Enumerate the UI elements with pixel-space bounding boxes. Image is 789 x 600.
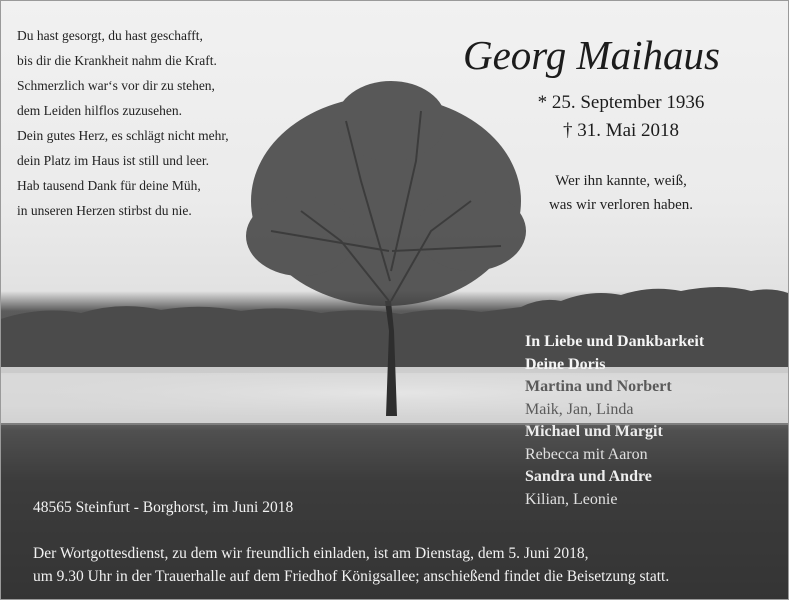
service-notice: [33, 542, 669, 588]
death-date: † 31. Mai 2018: [562, 120, 680, 141]
poem-line: Du hast gesorgt, du hast geschafft,: [17, 28, 203, 43]
mourner-children: Kilian, Leonie: [525, 490, 618, 508]
mourner-spouse: Deine Doris: [525, 355, 606, 373]
poem-line: Schmerzlich war‘s vor dir zu stehen,: [17, 78, 215, 93]
mourner-children: Maik, Jan, Linda: [525, 400, 634, 418]
poem-line: in unseren Herzen stirbst du nie.: [17, 203, 192, 218]
poem-line: dem Leiden hilflos zuzusehen.: [17, 103, 182, 118]
place-and-date: 48565 Steinfurt - Borghorst, im Juni 2018: [33, 499, 294, 516]
memorial-quote: [471, 169, 771, 217]
poem: [17, 23, 229, 223]
poem-line: dein Platz im Haus ist still und leer.: [17, 153, 209, 168]
mourner-family: Sandra und Andre: [525, 468, 652, 485]
mourner-children: Rebecca mit Aaron: [525, 445, 648, 463]
mourners-list: [525, 331, 704, 511]
service-line: Der Wortgottesdienst, zu dem wir freundlich einladen, ist am Dienstag, dem 5. Juni 2018,: [33, 545, 589, 562]
mourner-family: Martina und Norbert: [525, 378, 672, 395]
deceased-name: Georg Maihaus: [463, 32, 720, 78]
poem-line: bis dir die Krankheit nahm die Kraft.: [17, 53, 217, 68]
quote-line: was wir verloren haben.: [548, 197, 694, 213]
poem-line: Hab tausend Dank für deine Müh,: [17, 178, 201, 193]
birth-date: * 25. September 1936: [537, 92, 705, 113]
poem-line: Dein gutes Herz, es schlägt nicht mehr,: [17, 128, 229, 143]
mourners-heading: In Liebe und Dankbarkeit: [525, 333, 705, 350]
mourner-family: Michael und Margit: [525, 423, 663, 440]
quote-line: Wer ihn kannte, weiß,: [555, 173, 687, 189]
life-dates: [471, 89, 771, 145]
service-line: um 9.30 Uhr in der Trauerhalle auf dem Friedhof Königsallee; anschießend findet die Beisetzung statt.: [33, 568, 670, 585]
